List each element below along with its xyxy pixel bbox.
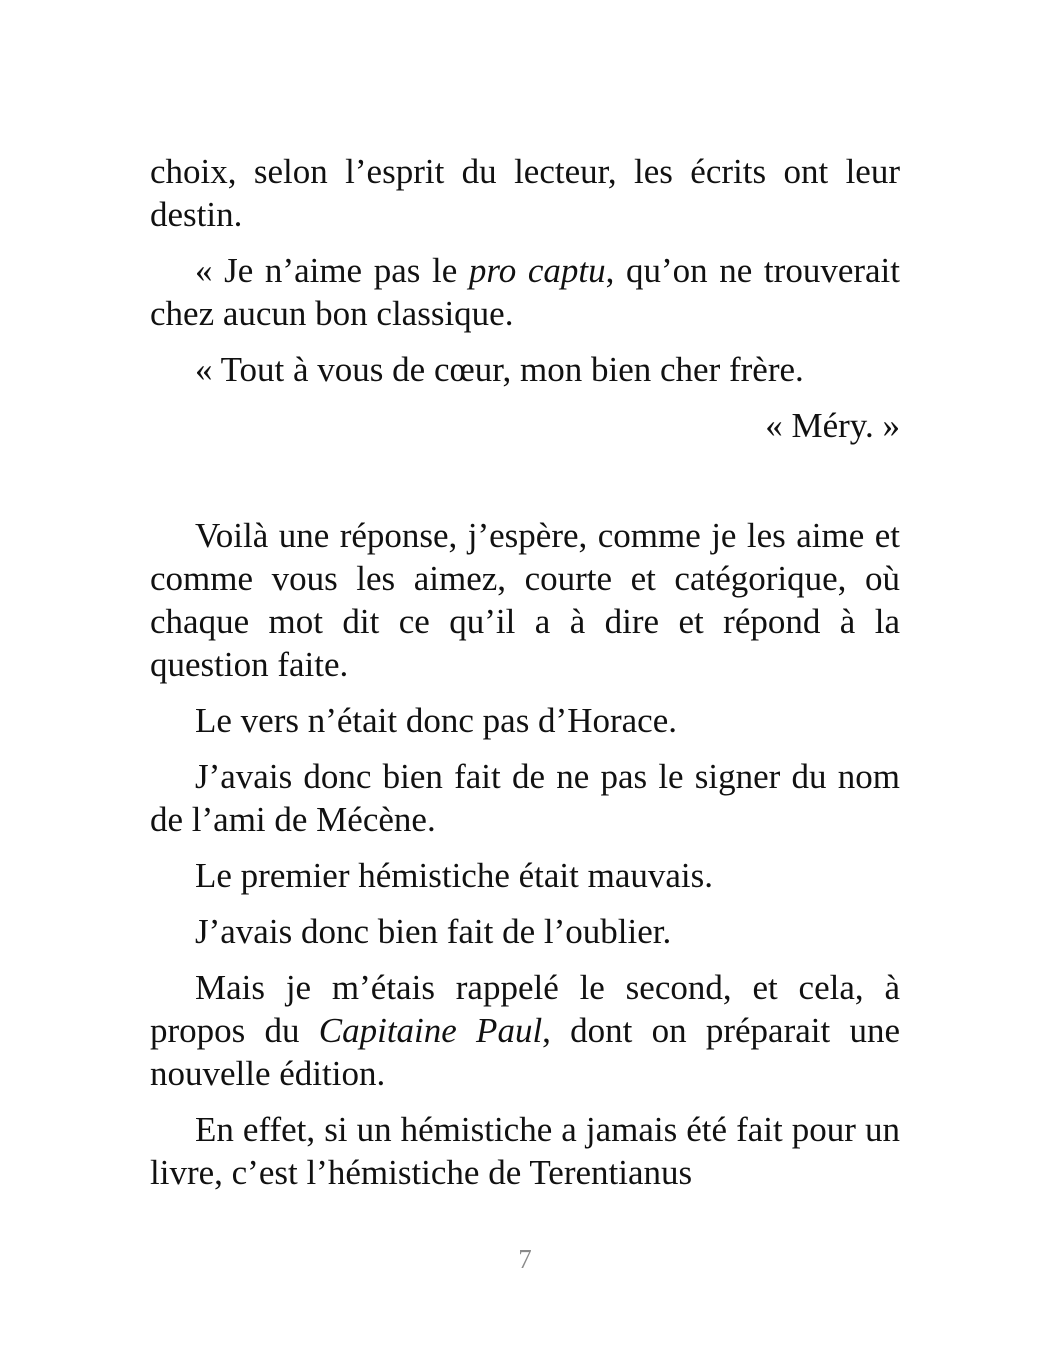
page-number: 7: [518, 1244, 532, 1274]
text-run: , dont on préparait une nouvelle édition.: [150, 1011, 901, 1093]
text-run: , qu’on ne trouverait chez aucun bon classique.: [150, 251, 900, 333]
italic-title-capitaine-paul: Capitaine Paul: [318, 1011, 543, 1050]
paragraph-letter-pro-captu: [150, 249, 900, 335]
paragraph-oublier: J’avais donc bien fait de l’oublier.: [195, 912, 672, 951]
paragraph-capitaine-paul: [150, 966, 900, 1095]
paragraph-mecene: J’avais donc bien fait de ne pas le signer du nom de l’ami de Mécène.: [150, 757, 900, 839]
text-run: « Je n’aime pas le: [195, 251, 469, 290]
paragraph-terentianus: En effet, si un hémistiche a jamais été fait pour un livre, c’est l’hémistiche de Terentianus: [150, 1110, 900, 1192]
paragraph-continuation: choix, selon l’esprit du lecteur, les écrits ont leur destin.: [150, 152, 900, 234]
paragraph-premier-hemistiche: Le premier hémistiche était mauvais.: [195, 856, 713, 895]
letter-signature: « Méry. »: [765, 406, 900, 445]
section-spacer: [150, 460, 900, 514]
paragraph-letter-closing: « Tout à vous de cœur, mon bien cher frère.: [195, 350, 804, 389]
text-run: Mais je m’étais rappelé le second, et cela, à propos du: [150, 968, 900, 1050]
paragraph-horace: Le vers n’était donc pas d’Horace.: [195, 701, 678, 740]
paragraph-voila-une-reponse: Voilà une réponse, j’espère, comme je les aime et comme vous les aimez, courte et catégorique, où chaque mot dit ce qu’il a à dire et répond à la question faite.: [150, 516, 900, 684]
page-body: [150, 150, 900, 1207]
italic-phrase-pro-captu: pro captu: [468, 251, 606, 290]
